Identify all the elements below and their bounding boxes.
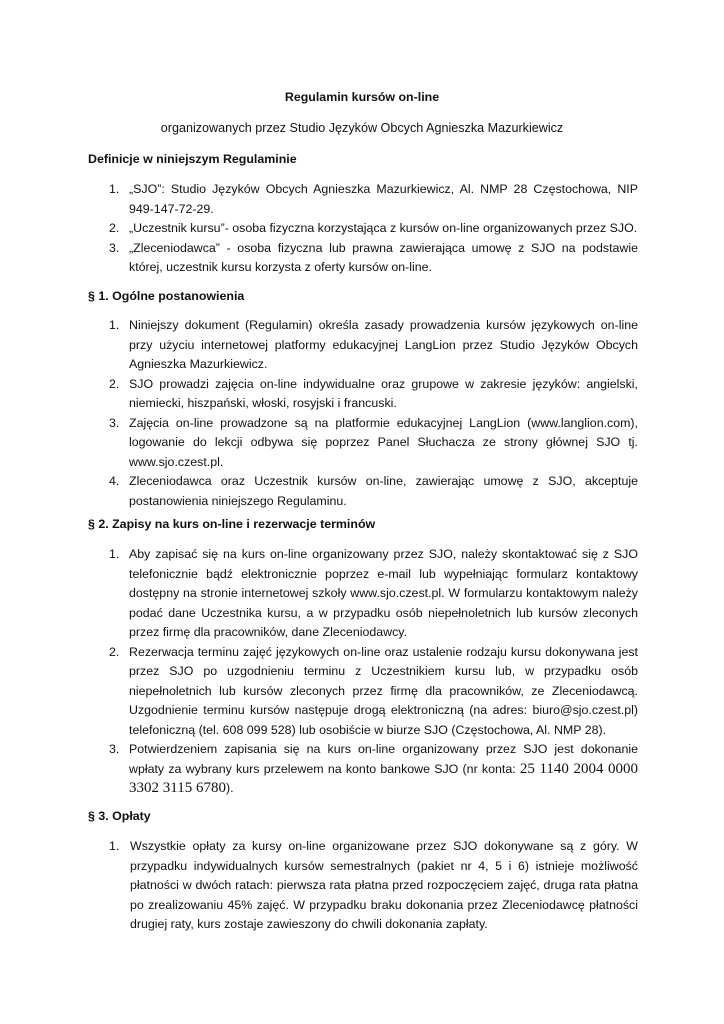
item-number: 3. bbox=[109, 742, 120, 756]
item-number: 1. bbox=[109, 547, 120, 561]
item-text: „Uczestnik kursu”- osoba fizyczna korzystająca z kursów on-line organizowanych przez SJO. bbox=[129, 221, 638, 235]
section-3-list bbox=[88, 837, 638, 935]
list-item bbox=[88, 316, 638, 375]
list-item bbox=[88, 375, 638, 414]
list-item bbox=[88, 239, 638, 278]
section-3-heading: § 3. Opłaty bbox=[88, 809, 151, 823]
list-item bbox=[88, 414, 638, 473]
item-text: Aby zapisać się na kurs on-line organizowany przez SJO, należy skontaktować się z SJO telefonicznie bądź elektronicznie poprzez e-mail lub wypełniając formularz kontaktowy dostępny na stronie internetowej szkoły www.sjo.czest.pl. W formularzu kontaktowym należy podać dane Uczestnika kursu, a w przypadku osób niepełnoletnich lub kursów zleconych przez firmę dla pracowników, dane Zleceniodawcy. bbox=[129, 547, 638, 639]
list-item bbox=[88, 643, 638, 741]
item-text: Potwierdzeniem zapisania się na kurs on-line organizowany przez SJO jest dokonanie wpłaty za wybrany kurs przelewem na konto bankowe SJO (nr konta: bbox=[129, 742, 638, 776]
item-number: 2. bbox=[109, 644, 120, 659]
bank-account-number: 25 1140 2004 0000 3302 3115 6780 bbox=[129, 760, 638, 796]
list-item bbox=[88, 472, 638, 511]
item-text: „SJO”: Studio Języków Obcych Agnieszka Mazurkiewicz, Al. NMP 28 Częstochowa, NIP 949-147-72-29. bbox=[129, 182, 638, 216]
item-text: Zajęcia on-line prowadzone są na platformie edukacyjnej LangLion (www.langlion.com), logowanie do lekcji odbywa się poprzez Panel Słuchacza ze strony głównej SJO tj. www.sjo.czest.pl. bbox=[129, 415, 638, 469]
list-item bbox=[88, 545, 638, 643]
item-number: 1. bbox=[109, 318, 120, 332]
item-text: Rezerwacja terminu zajęć językowych on-line oraz ustalenie rodzaju kursu dokonywana jest przez SJO po uzgodnieniu terminu z Uczestnikiem kursu lub, w przypadku osób niepełnoletnich lub kursów zleconych przez firmę dla pracowników, ze Zleceniodawcą. Uzgodnienie terminu kursów następuje drogą elektroniczną (na adres: biuro@sjo.czest.pl) telefoniczną (tel. 608 099 528) lub osobiście w biurze SJO (Częstochowa, Al. NMP 28). bbox=[129, 644, 638, 737]
item-number: 2. bbox=[109, 376, 120, 391]
item-number: 4. bbox=[109, 474, 120, 488]
document-title: Regulamin kursów on-line bbox=[284, 90, 440, 104]
section-2-heading: § 2. Zapisy na kurs on-line i rezerwacje terminów bbox=[88, 517, 376, 531]
list-item bbox=[88, 740, 638, 799]
item-text: Niniejszy dokument (Regulamin) określa zasady prowadzenia kursów językowych on-line przy użyciu internetowej platformy edukacyjnej LangLion przez Studio Języków Obcych Agnieszka Mazurkiewicz. bbox=[129, 318, 638, 371]
item-number: 3. bbox=[109, 240, 120, 255]
list-item bbox=[88, 180, 638, 219]
list-item bbox=[88, 219, 638, 239]
item-text: Wszystkie opłaty za kursy on-line organizowane przez SJO dokonywane są z góry. W przypadku indywidualnych kursów semestralnych (pakiet nr 4, 5 i 6) istnieje możliwość płatności w dwóch ratach: pierwsza rata płatna przed rozpoczęciem zajęć, druga rata płatna po zrealizowaniu 45% zajęć. W przypadku braku dokonania przez Zleceniodawcę płatności drugiej raty, kurs zostaje zawieszony do chwili dokonania zapłaty. bbox=[130, 839, 638, 931]
section-1-heading: § 1. Ogólne postanowienia bbox=[88, 289, 245, 303]
definitions-heading: Definicje w niniejszym Regulaminie bbox=[88, 152, 297, 166]
item-text: Zleceniodawca oraz Uczestnik kursów on-line, zawierając umowę z SJO, akceptuje postanowienia niniejszego Regulaminu. bbox=[129, 474, 638, 508]
item-text-end: ). bbox=[225, 781, 234, 795]
section-1-list bbox=[88, 316, 638, 511]
item-text: SJO prowadzi zajęcia on-line indywidualne oraz grupowe w zakresie języków: angielski, niemiecki, hiszpański, włoski, rosyjski i francuski. bbox=[129, 376, 638, 410]
item-number: 1. bbox=[109, 182, 120, 196]
section-2-list bbox=[88, 545, 638, 799]
item-text: „Zleceniodawca” - osoba fizyczna lub prawna zawierająca umowę z SJO na podstawie której, uczestnik kursu korzysta z oferty kursów on-line. bbox=[129, 240, 638, 274]
list-item bbox=[88, 837, 638, 935]
document-subtitle: organizowanych przez Studio Języków Obcych Agnieszka Mazurkiewicz bbox=[160, 121, 564, 135]
item-number: 1. bbox=[109, 839, 120, 853]
item-number: 3. bbox=[109, 415, 120, 430]
definitions-list bbox=[88, 180, 638, 278]
item-number: 2. bbox=[109, 221, 120, 235]
